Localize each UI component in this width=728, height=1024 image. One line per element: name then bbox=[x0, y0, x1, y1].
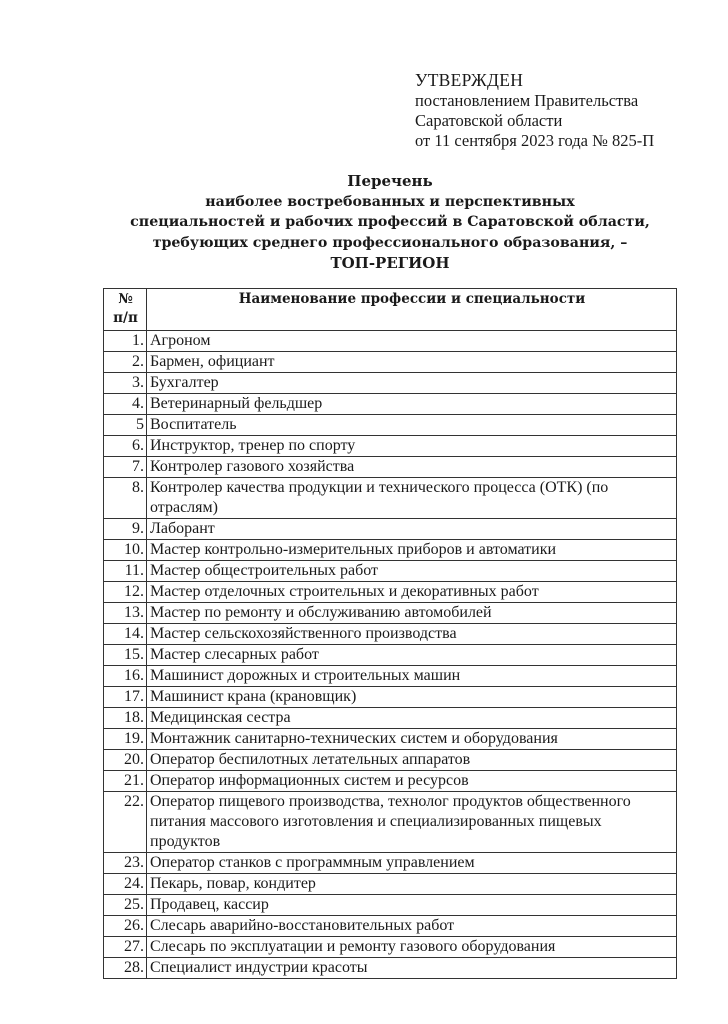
row-profession-name: Монтажник санитарно-технических систем и оборудования bbox=[147, 729, 677, 750]
table-body bbox=[104, 331, 677, 979]
row-number: 10. bbox=[104, 540, 147, 561]
row-profession-name: Мастер общестроительных работ bbox=[147, 561, 677, 582]
row-profession-name: Слесарь по эксплуатации и ремонту газового оборудования bbox=[147, 937, 677, 958]
table-row bbox=[104, 895, 677, 916]
row-profession-name: Контролер качества продукции и технического процесса (ОТК) (по отраслям) bbox=[147, 478, 677, 519]
row-profession-name: Мастер отделочных строительных и декоративных работ bbox=[147, 582, 677, 603]
row-number: 22. bbox=[104, 792, 147, 853]
row-number: 17. bbox=[104, 687, 147, 708]
table-row bbox=[104, 666, 677, 687]
table-row bbox=[104, 750, 677, 771]
approval-line: постановлением Правительства bbox=[415, 91, 639, 110]
title-line: Перечень bbox=[347, 172, 433, 190]
row-profession-name: Машинист крана (крановщик) bbox=[147, 687, 677, 708]
row-number: 1. bbox=[104, 331, 147, 352]
table-row bbox=[104, 874, 677, 895]
table-row bbox=[104, 937, 677, 958]
table-row bbox=[104, 478, 677, 519]
row-profession-name: Агроном bbox=[147, 331, 677, 352]
table-row bbox=[104, 415, 677, 436]
row-profession-name: Мастер по ремонту и обслуживанию автомобилей bbox=[147, 603, 677, 624]
approval-line: Саратовской области bbox=[415, 111, 563, 130]
row-profession-name: Воспитатель bbox=[147, 415, 677, 436]
row-profession-name: Слесарь аварийно-восстановительных работ bbox=[147, 916, 677, 937]
table-row bbox=[104, 373, 677, 394]
table-row bbox=[104, 561, 677, 582]
row-number: 13. bbox=[104, 603, 147, 624]
row-profession-name: Специалист индустрии красоты bbox=[147, 958, 677, 979]
row-number: 21. bbox=[104, 771, 147, 792]
table-row bbox=[104, 331, 677, 352]
row-profession-name: Оператор беспилотных летательных аппаратов bbox=[147, 750, 677, 771]
row-number: 18. bbox=[104, 708, 147, 729]
row-number: 6. bbox=[104, 436, 147, 457]
header-num-label: п/п bbox=[113, 310, 138, 326]
title-line: требующих среднего профессионального образования, – bbox=[152, 234, 628, 251]
table-header-row bbox=[104, 289, 677, 331]
row-number: 26. bbox=[104, 916, 147, 937]
row-number: 9. bbox=[104, 519, 147, 540]
document-title bbox=[100, 171, 680, 274]
title-line: наиболее востребованных и перспективных bbox=[205, 193, 575, 210]
table-row bbox=[104, 394, 677, 415]
table-row bbox=[104, 792, 677, 853]
row-profession-name: Бухгалтер bbox=[147, 373, 677, 394]
table-row bbox=[104, 853, 677, 874]
row-number: 20. bbox=[104, 750, 147, 771]
row-number: 25. bbox=[104, 895, 147, 916]
column-header-number bbox=[104, 289, 147, 331]
column-header-name: Наименование профессии и специальности bbox=[147, 289, 677, 331]
row-number: 8. bbox=[104, 478, 147, 519]
row-profession-name: Оператор информационных систем и ресурсов bbox=[147, 771, 677, 792]
table-row bbox=[104, 603, 677, 624]
row-number: 19. bbox=[104, 729, 147, 750]
professions-table bbox=[103, 288, 677, 979]
row-number: 16. bbox=[104, 666, 147, 687]
row-profession-name: Ветеринарный фельдшер bbox=[147, 394, 677, 415]
title-line: специальностей и рабочих профессий в Саратовской области, bbox=[130, 214, 650, 230]
table-row bbox=[104, 708, 677, 729]
row-number: 12. bbox=[104, 582, 147, 603]
table-row bbox=[104, 916, 677, 937]
row-profession-name: Контролер газового хозяйства bbox=[147, 457, 677, 478]
row-number: 14. bbox=[104, 624, 147, 645]
row-profession-name: Мастер контрольно-измерительных приборов и автоматики bbox=[147, 540, 677, 561]
table-row bbox=[104, 519, 677, 540]
row-number: 27. bbox=[104, 937, 147, 958]
row-number: 11. bbox=[104, 561, 147, 582]
table-row bbox=[104, 771, 677, 792]
table-row bbox=[104, 436, 677, 457]
row-number: 7. bbox=[104, 457, 147, 478]
row-number: 4. bbox=[104, 394, 147, 415]
table-row bbox=[104, 582, 677, 603]
header-num-symbol: № bbox=[118, 291, 133, 307]
row-number: 28. bbox=[104, 958, 147, 979]
row-profession-name: Медицинская сестра bbox=[147, 708, 677, 729]
row-profession-name: Инструктор, тренер по спорту bbox=[147, 436, 677, 457]
row-profession-name: Мастер слесарных работ bbox=[147, 645, 677, 666]
row-profession-name: Оператор пищевого производства, технолог продуктов общественного питания массового изготовления и специализированных пищевых продуктов bbox=[147, 792, 677, 853]
row-profession-name: Бармен, официант bbox=[147, 352, 677, 373]
row-number: 5 bbox=[104, 415, 147, 436]
table-row bbox=[104, 729, 677, 750]
table-row bbox=[104, 352, 677, 373]
row-number: 23. bbox=[104, 853, 147, 874]
row-profession-name: Машинист дорожных и строительных машин bbox=[147, 666, 677, 687]
row-profession-name: Продавец, кассир bbox=[147, 895, 677, 916]
row-number: 15. bbox=[104, 645, 147, 666]
approval-block bbox=[415, 70, 654, 151]
title-line: ТОП-РЕГИОН bbox=[330, 254, 450, 272]
row-profession-name: Мастер сельскохозяйственного производства bbox=[147, 624, 677, 645]
row-profession-name: Оператор станков с программным управлением bbox=[147, 853, 677, 874]
table-row bbox=[104, 457, 677, 478]
row-number: 2. bbox=[104, 352, 147, 373]
approval-stamp: УТВЕРЖДЕН bbox=[415, 70, 524, 90]
approval-line: от 11 сентября 2023 года № 825-П bbox=[415, 131, 655, 150]
table-row bbox=[104, 624, 677, 645]
row-profession-name: Лаборант bbox=[147, 519, 677, 540]
row-number: 3. bbox=[104, 373, 147, 394]
row-number: 24. bbox=[104, 874, 147, 895]
table-row bbox=[104, 645, 677, 666]
table-row bbox=[104, 958, 677, 979]
table-row bbox=[104, 540, 677, 561]
table-row bbox=[104, 687, 677, 708]
row-profession-name: Пекарь, повар, кондитер bbox=[147, 874, 677, 895]
